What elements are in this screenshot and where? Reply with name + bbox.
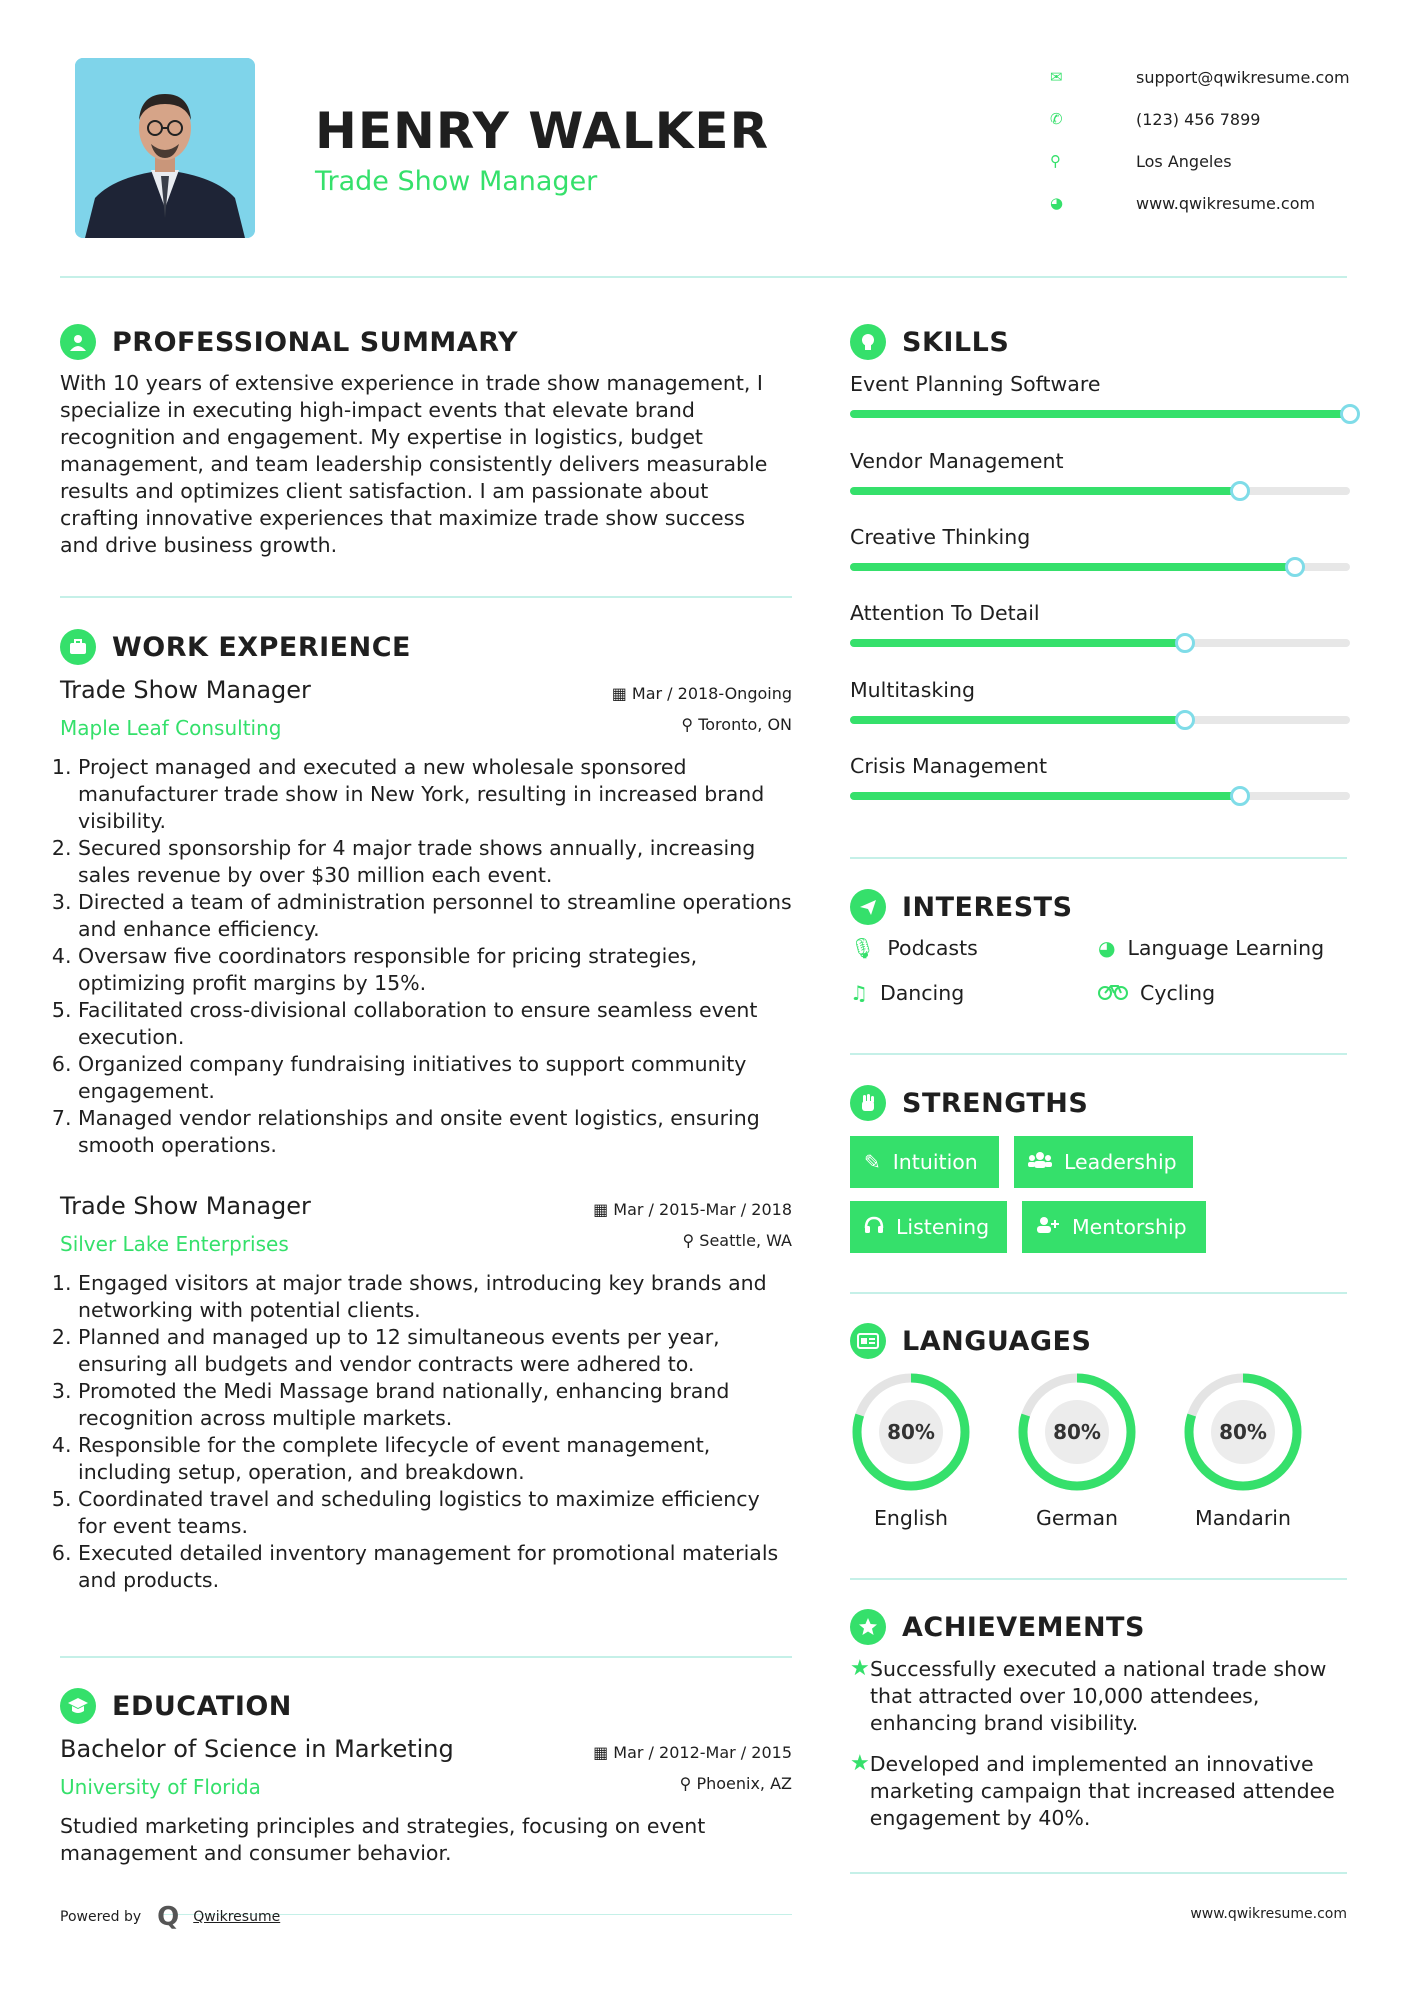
skill-bar <box>850 487 1350 495</box>
magic-wand-icon: ✎ <box>864 1150 881 1174</box>
brand-link[interactable]: Qwikresume <box>193 1909 281 1925</box>
job-date: ▦ Mar / 2018-Ongoing <box>611 684 792 703</box>
contact-block <box>1050 56 1350 224</box>
list-item: 6. Executed detailed inventory management for promotional materials and products. <box>78 1540 792 1594</box>
education-entry <box>60 1735 792 1867</box>
languages-heading: LANGUAGES <box>850 1323 1091 1359</box>
footer-website[interactable]: www.qwikresume.com <box>1190 1906 1347 1922</box>
skill-bar <box>850 563 1350 571</box>
job-date: ▦ Mar / 2015-Mar / 2018 <box>593 1200 792 1219</box>
skill-item <box>850 601 1350 625</box>
skill-bar <box>850 410 1350 418</box>
interests-heading: INTERESTS <box>850 889 1073 925</box>
skill-item <box>850 449 1350 473</box>
job-entry <box>60 1192 792 1594</box>
achievement-item: ★ Developed and implemented an innovative marketing campaign that increased attendee engagement by 40%. <box>850 1751 1335 1830</box>
skill-bar <box>850 792 1350 800</box>
education-location: ⚲ Phoenix, AZ <box>679 1774 792 1793</box>
language-percent-label: 80% <box>1219 1420 1267 1444</box>
language-ring <box>1015 1370 1139 1494</box>
powered-by: Powered by Q Qwikresume <box>60 1902 281 1932</box>
candidate-name: HENRY WALKER <box>315 102 770 160</box>
summary-text: With 10 years of extensive experience in trade show management, I specialize in executing high-impact events that elevate brand recognition and engagement. My expertise in logistics, budget management, and team leadership consistently delivers measurable results and optimizes client satisfaction. I am passionate about crafting innovative experiences that maximize trade show success and drive business growth. <box>60 371 768 557</box>
strength-intuition: ✎ Intuition <box>850 1136 999 1188</box>
skill-item <box>850 678 1350 702</box>
language-percent-label: 80% <box>887 1420 935 1444</box>
calendar-icon: ▦ <box>593 1743 614 1762</box>
microphone-icon: 🎙 <box>850 936 876 960</box>
users-icon <box>1028 1150 1052 1174</box>
job-company: Maple Leaf Consulting <box>60 716 282 740</box>
language-ring <box>849 1370 973 1494</box>
pin-icon: ⚲ <box>682 1231 700 1250</box>
skill-bar <box>850 639 1350 647</box>
star-badge-icon <box>850 1609 886 1645</box>
paper-plane-icon <box>850 889 886 925</box>
envelope-icon: ✉ <box>1050 68 1063 86</box>
list-item: 2. Secured sponsorship for 4 major trade shows annually, increasing sales revenue by over $30 million each event. <box>78 835 792 889</box>
interest-cycling: Cycling <box>1098 981 1215 1005</box>
list-item: 7. Managed vendor relationships and onsite event logistics, ensuring smooth operations. <box>78 1105 792 1159</box>
skill-bar <box>850 716 1350 724</box>
list-item: 5. Facilitated cross-divisional collaboration to ensure seamless event execution. <box>78 997 792 1051</box>
language-name: German <box>1035 1506 1119 1530</box>
language-name: English <box>873 1506 949 1530</box>
list-item: 3. Directed a team of administration personnel to streamline operations and enhance efficiency. <box>78 889 792 943</box>
star-icon: ★ <box>850 1751 870 1776</box>
hand-icon <box>850 1085 886 1121</box>
job-title: Trade Show Manager <box>60 676 311 704</box>
strength-listening: Listening <box>850 1201 1007 1253</box>
graduation-cap-icon <box>60 1688 96 1724</box>
list-item: 4. Responsible for the complete lifecycle of event management, including setup, operation, and breakdown. <box>78 1432 792 1486</box>
job-location: ⚲ Seattle, WA <box>682 1231 792 1250</box>
language-name: Mandarin <box>1195 1506 1291 1530</box>
list-item: 4. Oversaw five coordinators responsible for pricing strategies, optimizing profit margins by 15%. <box>78 943 792 997</box>
contact-website[interactable]: ◕ www.qwikresume.com <box>1050 193 1316 213</box>
list-item: 2. Planned and managed up to 12 simultaneous events per year, ensuring all budgets and vendor contracts were adhered to. <box>78 1324 792 1378</box>
achievement-item: ★ Successfully executed a national trade show that attracted over 10,000 attendees, enhancing brand visibility. <box>850 1656 1327 1735</box>
job-location: ⚲ Toronto, ON <box>681 715 792 734</box>
job-bullets <box>60 1270 792 1594</box>
contact-email[interactable]: ✉ support@qwikresume.com <box>1050 67 1350 87</box>
pin-icon: ⚲ <box>679 1774 697 1793</box>
contact-location: ⚲ Los Angeles <box>1050 151 1232 171</box>
star-icon: ★ <box>850 1656 870 1681</box>
skill-item <box>850 525 1350 549</box>
school: University of Florida <box>60 1775 261 1799</box>
language-item <box>1181 1370 1305 1530</box>
interest-language-learning: ◕ Language Learning <box>1098 936 1325 960</box>
list-item: 3. Promoted the Medi Massage brand nationally, enhancing brand recognition across multiple markets. <box>78 1378 792 1432</box>
languages-divider <box>850 1578 1347 1580</box>
summary-heading: PROFESSIONAL SUMMARY <box>60 324 518 360</box>
list-item: 6. Organized company fundraising initiatives to support community engagement. <box>78 1051 792 1105</box>
skill-name: Multitasking <box>850 678 975 702</box>
achievements-divider <box>850 1872 1347 1874</box>
skill-name: Attention To Detail <box>850 601 1040 625</box>
summary-divider <box>60 596 792 598</box>
headphones-icon <box>864 1215 884 1239</box>
candidate-title: Trade Show Manager <box>315 166 598 197</box>
experience-divider <box>60 1656 792 1658</box>
music-icon: ♫ <box>850 981 868 1005</box>
interests-divider <box>850 1053 1347 1055</box>
language-percent-label: 80% <box>1053 1420 1101 1444</box>
qwikresume-logo-icon: Q <box>157 1902 180 1932</box>
achievements-heading: ACHIEVEMENTS <box>850 1609 1145 1645</box>
list-item: 1. Project managed and executed a new wholesale sponsored manufacturer trade show in New York, resulting in increased brand visibility. <box>78 754 792 835</box>
user-plus-icon <box>1036 1215 1060 1239</box>
skill-bar-fill <box>850 563 1295 571</box>
strengths-heading: STRENGTHS <box>850 1085 1088 1121</box>
bicycle-icon <box>1098 981 1128 1005</box>
skill-level-knob <box>1175 710 1195 730</box>
strengths-divider <box>850 1292 1347 1294</box>
language-ring <box>1181 1370 1305 1494</box>
header-divider <box>60 276 1347 278</box>
user-icon <box>60 324 96 360</box>
contact-phone[interactable]: ✆ (123) 456 7899 <box>1050 109 1261 129</box>
profile-photo <box>75 58 255 238</box>
job-title: Trade Show Manager <box>60 1192 311 1220</box>
calendar-icon: ▦ <box>593 1200 614 1219</box>
skill-bar-fill <box>850 792 1240 800</box>
skill-bar-fill <box>850 639 1185 647</box>
globe-icon: ◕ <box>1050 194 1064 212</box>
interest-podcasts: 🎙 Podcasts <box>850 936 978 960</box>
skill-name: Event Planning Software <box>850 372 1101 396</box>
interest-dancing: ♫ Dancing <box>850 981 965 1005</box>
briefcase-icon <box>60 629 96 665</box>
lightbulb-icon <box>850 324 886 360</box>
experience-heading: WORK EXPERIENCE <box>60 629 411 665</box>
job-company: Silver Lake Enterprises <box>60 1232 289 1256</box>
skill-level-knob <box>1285 557 1305 577</box>
skill-name: Crisis Management <box>850 754 1048 778</box>
globe-icon: ◕ <box>1098 936 1116 960</box>
phone-icon: ✆ <box>1050 110 1063 128</box>
skills-divider <box>850 857 1347 859</box>
skill-level-knob <box>1230 481 1250 501</box>
language-item <box>1015 1370 1139 1530</box>
id-card-icon <box>850 1323 886 1359</box>
skill-level-knob <box>1340 404 1360 424</box>
skills-heading: SKILLS <box>850 324 1009 360</box>
list-item: 5. Coordinated travel and scheduling logistics to maximize efficiency for event teams. <box>78 1486 792 1540</box>
skill-bar-fill <box>850 487 1240 495</box>
list-item: 1. Engaged visitors at major trade shows, introducing key brands and networking with potential clients. <box>78 1270 792 1324</box>
skill-level-knob <box>1230 786 1250 806</box>
language-item <box>849 1370 973 1530</box>
skill-name: Creative Thinking <box>850 525 1031 549</box>
skill-bar-fill <box>850 410 1350 418</box>
skill-bar-fill <box>850 716 1185 724</box>
skill-level-knob <box>1175 633 1195 653</box>
degree: Bachelor of Science in Marketing <box>60 1735 454 1763</box>
job-entry <box>60 676 792 1159</box>
strength-leadership: Leadership <box>1014 1136 1193 1188</box>
skill-name: Vendor Management <box>850 449 1064 473</box>
skill-item <box>850 754 1350 778</box>
education-date: ▦ Mar / 2012-Mar / 2015 <box>593 1743 792 1762</box>
strength-mentorship: Mentorship <box>1022 1201 1206 1253</box>
map-pin-icon: ⚲ <box>1050 152 1061 170</box>
skill-item <box>850 372 1350 396</box>
calendar-icon: ▦ <box>611 684 632 703</box>
pin-icon: ⚲ <box>681 715 699 734</box>
job-bullets <box>60 754 792 1159</box>
education-heading: EDUCATION <box>60 1688 292 1724</box>
education-description: Studied marketing principles and strategies, focusing on event management and consumer behavior. <box>60 1814 706 1865</box>
